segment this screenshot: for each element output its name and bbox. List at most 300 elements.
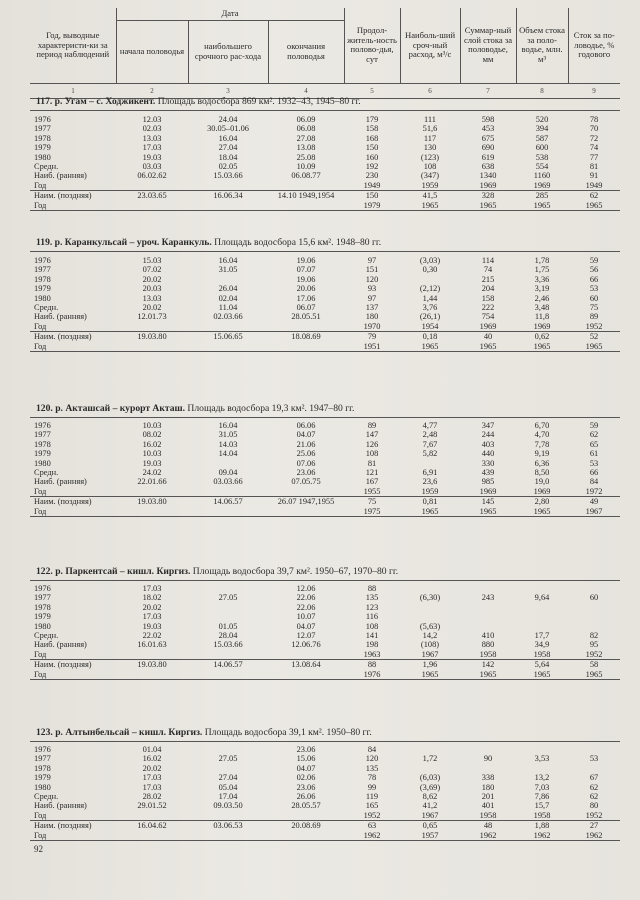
table-cell: 1965 bbox=[460, 670, 516, 680]
table-cell: 53 bbox=[589, 754, 599, 764]
table-cell: 538 bbox=[535, 152, 549, 162]
table-cell: 1965 bbox=[460, 507, 516, 517]
table-cell: 88 bbox=[367, 584, 377, 593]
station-title bbox=[36, 403, 354, 414]
table-cell: 554 bbox=[535, 162, 549, 172]
table-cell: 142 bbox=[481, 660, 495, 670]
table-cell bbox=[188, 584, 268, 593]
table-cell bbox=[188, 275, 268, 284]
table-row bbox=[30, 821, 620, 831]
table-cell: 17.03 bbox=[142, 612, 162, 622]
table-cell: 19.03.80 bbox=[137, 660, 167, 670]
table-cell: 06.02.62 bbox=[137, 171, 167, 181]
table-cell: 880 bbox=[481, 640, 495, 650]
table-cell: 81 bbox=[367, 458, 377, 468]
header-flood-start: начала половодья bbox=[116, 20, 188, 83]
table-cell: 67 bbox=[589, 773, 599, 783]
table-cell: 20.06 bbox=[296, 284, 316, 294]
table-cell: 02.06 bbox=[296, 773, 316, 783]
table-cell: 17.03 bbox=[142, 773, 162, 783]
row-label: Средн. bbox=[34, 303, 59, 313]
table-cell: 3,53 bbox=[534, 754, 550, 764]
table-cell bbox=[568, 745, 620, 754]
table-cell: 02.05 bbox=[218, 162, 238, 172]
table-cell: 89 bbox=[367, 421, 377, 430]
table-cell: 70 bbox=[589, 124, 599, 134]
table-cell bbox=[116, 831, 188, 841]
table-row bbox=[30, 449, 620, 458]
table-cell: 1,78 bbox=[534, 256, 550, 265]
table-cell: 30.05–01.06 bbox=[207, 124, 249, 134]
table-row bbox=[30, 764, 620, 773]
table-cell: 675 bbox=[481, 133, 495, 143]
table-cell: 1965 bbox=[516, 201, 568, 211]
table-row bbox=[30, 181, 620, 191]
table-cell: 1958 bbox=[516, 811, 568, 821]
table-cell bbox=[116, 507, 188, 517]
row-label: Наиб. (ранняя) bbox=[34, 477, 87, 487]
table-cell: 120 bbox=[365, 754, 379, 764]
table-cell: 13.03 bbox=[142, 293, 162, 303]
table-cell: 27.05 bbox=[218, 593, 238, 603]
table-cell: 180 bbox=[365, 312, 379, 322]
table-cell: 347 bbox=[481, 421, 495, 430]
table-cell: 145 bbox=[481, 497, 495, 507]
table-cell: 16.04 bbox=[218, 133, 238, 143]
table-cell: 78 bbox=[367, 773, 377, 783]
table-cell: 07.06 bbox=[296, 458, 316, 468]
table-cell: 14.04 bbox=[218, 449, 238, 459]
row-label: Наим. (поздняя) bbox=[34, 660, 92, 670]
table-row bbox=[30, 440, 620, 449]
table-cell: 15.06 bbox=[296, 754, 316, 764]
table-cell: 1965 bbox=[460, 342, 516, 352]
table-cell: 1969 bbox=[516, 181, 568, 191]
table-cell: 16.06.34 bbox=[213, 191, 243, 201]
table-cell: 23.03.65 bbox=[137, 191, 167, 201]
table-cell: 22.06 bbox=[296, 593, 316, 603]
table-cell: 1969 bbox=[516, 487, 568, 497]
table-cell: 4,77 bbox=[422, 421, 438, 430]
table-cell: 07.05.75 bbox=[291, 477, 321, 487]
table-row bbox=[30, 670, 620, 680]
table-cell: 150 bbox=[365, 143, 379, 153]
station-table bbox=[30, 745, 620, 841]
station-title bbox=[36, 566, 398, 577]
table-cell: 19,0 bbox=[534, 477, 550, 487]
table-cell: 121 bbox=[365, 468, 379, 478]
table-cell: 19.03 bbox=[142, 621, 162, 631]
row-label: 1978 bbox=[34, 602, 51, 612]
table-row bbox=[30, 792, 620, 801]
table-row bbox=[30, 612, 620, 621]
table-cell: 0,62 bbox=[534, 332, 550, 342]
table-cell bbox=[268, 670, 344, 680]
row-label: Наим. (поздняя) bbox=[34, 497, 92, 507]
table-cell: 453 bbox=[481, 124, 495, 134]
table-cell bbox=[460, 612, 516, 621]
table-cell: 1958 bbox=[516, 650, 568, 660]
table-cell bbox=[460, 764, 516, 773]
table-cell: (2,12) bbox=[419, 284, 441, 294]
table-cell: 17,7 bbox=[534, 631, 550, 641]
table-cell: 62 bbox=[589, 792, 599, 802]
table-cell: 16.01.63 bbox=[137, 640, 167, 650]
table-cell: 62 bbox=[589, 430, 599, 440]
table-cell: 17.04 bbox=[218, 792, 238, 802]
table-row bbox=[30, 312, 620, 321]
row-label: 1980 bbox=[34, 458, 51, 468]
table-row bbox=[30, 660, 620, 670]
table-cell: 25.06 bbox=[296, 449, 316, 459]
table-cell bbox=[400, 459, 460, 468]
table-cell bbox=[188, 612, 268, 621]
table-cell bbox=[400, 603, 460, 612]
table-row bbox=[30, 153, 620, 162]
table-cell: 14,2 bbox=[422, 631, 438, 641]
table-row bbox=[30, 801, 620, 810]
table-cell: 25.08 bbox=[296, 152, 316, 162]
table-cell bbox=[400, 745, 460, 754]
row-label: 1978 bbox=[34, 274, 51, 284]
table-cell bbox=[516, 612, 568, 621]
table-cell: 62 bbox=[589, 191, 599, 201]
table-cell bbox=[116, 181, 188, 191]
table-row bbox=[30, 115, 620, 124]
table-cell: 26.07 1947,1955 bbox=[277, 497, 335, 507]
table-cell: 1962 bbox=[460, 831, 516, 841]
table-cell: 27.05 bbox=[218, 754, 238, 764]
station-title bbox=[36, 96, 361, 107]
table-cell: 1965 bbox=[400, 201, 460, 211]
row-label: 1977 bbox=[34, 265, 51, 275]
table-cell bbox=[116, 342, 188, 352]
table-cell bbox=[568, 603, 620, 612]
table-cell: 21.06 bbox=[296, 439, 316, 449]
station-table bbox=[30, 421, 620, 517]
table-cell: 18.08.69 bbox=[291, 332, 321, 342]
table-cell bbox=[116, 322, 188, 332]
table-cell: 168 bbox=[365, 133, 379, 143]
column-number: 6 bbox=[400, 83, 460, 98]
row-label: Год bbox=[30, 201, 116, 211]
row-label: Средн. bbox=[34, 468, 59, 478]
table-cell: 06.09 bbox=[296, 115, 316, 124]
header-max-discharge: Наиболь-ший сроч-ный расход, м³/с bbox=[400, 8, 460, 83]
table-cell: 10.09 bbox=[296, 162, 316, 172]
table-cell: (123) bbox=[420, 152, 440, 162]
row-label: 1977 bbox=[34, 593, 51, 603]
table-cell: 20.03 bbox=[142, 284, 162, 294]
table-cell: 1969 bbox=[460, 181, 516, 191]
table-cell: 16.02 bbox=[142, 439, 162, 449]
row-label: 1979 bbox=[34, 143, 51, 153]
row-label: 1979 bbox=[34, 284, 51, 294]
table-cell: 95 bbox=[589, 640, 599, 650]
table-cell: 167 bbox=[365, 477, 379, 487]
table-cell bbox=[460, 745, 516, 754]
table-cell: 1,72 bbox=[422, 754, 438, 764]
table-cell: 1965 bbox=[568, 201, 620, 211]
column-number: 4 bbox=[268, 83, 344, 98]
table-cell: 16.04 bbox=[218, 421, 238, 430]
table-cell: 9,64 bbox=[534, 593, 550, 603]
table-row bbox=[30, 143, 620, 152]
table-cell: 147 bbox=[365, 430, 379, 440]
table-row bbox=[30, 468, 620, 477]
header-date-group: Дата bbox=[116, 8, 344, 20]
table-cell: 15,7 bbox=[534, 801, 550, 811]
table-cell: 13,2 bbox=[534, 773, 550, 783]
table-cell: 16.04.62 bbox=[137, 821, 167, 831]
table-cell bbox=[516, 745, 568, 754]
table-cell: 1160 bbox=[533, 171, 551, 181]
table-cell: 1967 bbox=[568, 507, 620, 517]
table-row bbox=[30, 171, 620, 180]
table-row bbox=[30, 593, 620, 602]
table-cell: 1,88 bbox=[534, 821, 550, 831]
table-cell: 05.04 bbox=[218, 782, 238, 792]
row-label: 1980 bbox=[34, 152, 51, 162]
row-label: 1980 bbox=[34, 293, 51, 303]
table-cell: 93 bbox=[367, 284, 377, 294]
table-cell: 198 bbox=[365, 640, 379, 650]
table-cell: (6,03) bbox=[419, 773, 441, 783]
table-cell: 01.04 bbox=[142, 745, 162, 754]
table-cell: 16.04 bbox=[218, 256, 238, 265]
table-cell: 75 bbox=[589, 303, 599, 313]
table-cell: 222 bbox=[481, 303, 495, 313]
table-cell: 63 bbox=[367, 821, 377, 831]
row-label: Наиб. (ранняя) bbox=[34, 171, 87, 181]
table-cell: 17.03 bbox=[142, 584, 162, 593]
table-cell bbox=[516, 622, 568, 631]
table-cell: 23.06 bbox=[296, 745, 316, 754]
table-cell: 243 bbox=[481, 593, 495, 603]
table-cell: 3,36 bbox=[534, 274, 550, 284]
table-cell: 0,18 bbox=[422, 332, 438, 342]
table-cell: 985 bbox=[481, 477, 495, 487]
row-label: 1980 bbox=[34, 782, 51, 792]
table-cell: 1954 bbox=[400, 322, 460, 332]
table-cell: 49 bbox=[589, 497, 599, 507]
table-cell: 31.05 bbox=[218, 265, 238, 275]
table-cell bbox=[460, 603, 516, 612]
table-cell: 160 bbox=[365, 152, 379, 162]
table-cell: 1972 bbox=[568, 487, 620, 497]
table-cell: 111 bbox=[424, 115, 436, 124]
row-label: 1980 bbox=[34, 621, 51, 631]
row-label: Год bbox=[30, 342, 116, 352]
row-label: Наим. (поздняя) bbox=[34, 332, 92, 342]
table-cell: 619 bbox=[481, 152, 495, 162]
row-label: 1976 bbox=[34, 584, 51, 593]
table-row bbox=[30, 507, 620, 517]
table-header bbox=[30, 8, 620, 99]
table-cell: 28.05.51 bbox=[291, 312, 321, 322]
table-cell: 04.07 bbox=[296, 621, 316, 631]
table-cell: 3,19 bbox=[534, 284, 550, 294]
table-row bbox=[30, 134, 620, 143]
table-row bbox=[30, 640, 620, 649]
row-label: Наиб. (ранняя) bbox=[34, 640, 87, 650]
table-cell: 120 bbox=[365, 274, 379, 284]
table-row bbox=[30, 584, 620, 593]
table-cell bbox=[268, 487, 344, 497]
table-cell: 1969 bbox=[516, 322, 568, 332]
table-cell: 192 bbox=[365, 162, 379, 172]
header-year-characteristics: Год, выводные характеристи-ки за период наблюдений bbox=[30, 8, 116, 83]
table-cell: 17.06 bbox=[296, 293, 316, 303]
table-cell bbox=[400, 584, 460, 593]
table-cell: 28.04 bbox=[218, 631, 238, 641]
table-cell: 22.01.66 bbox=[137, 477, 167, 487]
table-cell: 12.07 bbox=[296, 631, 316, 641]
table-cell: 09.03.50 bbox=[213, 801, 243, 811]
table-cell: 34,9 bbox=[534, 640, 550, 650]
table-row bbox=[30, 650, 620, 660]
table-cell bbox=[268, 342, 344, 352]
station-name: 123. р. Алтынбельсай – кишл. Киргиз. bbox=[36, 727, 203, 738]
table-cell: 20.02 bbox=[142, 274, 162, 284]
table-cell: 330 bbox=[481, 458, 495, 468]
table-cell: 201 bbox=[481, 792, 495, 802]
table-cell: 18.02 bbox=[142, 593, 162, 603]
table-cell: (3,69) bbox=[419, 782, 441, 792]
table-cell: 10.03 bbox=[142, 449, 162, 459]
table-cell bbox=[188, 603, 268, 612]
table-cell: 108 bbox=[365, 621, 379, 631]
table-cell: 1962 bbox=[516, 831, 568, 841]
row-label: 1976 bbox=[34, 256, 51, 265]
table-cell bbox=[568, 764, 620, 773]
table-cell: 1952 bbox=[568, 650, 620, 660]
table-cell: 328 bbox=[481, 191, 495, 201]
station-info: Площадь водосбора 39,7 км². 1950–67, 1970–80 гг. bbox=[190, 566, 399, 577]
table-cell: 6,36 bbox=[534, 458, 550, 468]
table-cell: 141 bbox=[365, 631, 379, 641]
table-cell: 179 bbox=[365, 115, 379, 124]
table-cell: 7,03 bbox=[534, 782, 550, 792]
table-cell: 77 bbox=[589, 152, 599, 162]
table-cell: 638 bbox=[481, 162, 495, 172]
table-cell: 65 bbox=[589, 439, 599, 449]
table-cell: 754 bbox=[481, 312, 495, 322]
table-cell bbox=[116, 670, 188, 680]
table-cell bbox=[268, 831, 344, 841]
table-cell: 1958 bbox=[460, 650, 516, 660]
table-cell: 28.02 bbox=[142, 792, 162, 802]
table-cell: 0,81 bbox=[422, 497, 438, 507]
row-label: Наим. (поздняя) bbox=[34, 191, 92, 201]
column-number: 8 bbox=[516, 83, 568, 98]
table-cell bbox=[400, 612, 460, 621]
table-cell: 53 bbox=[589, 458, 599, 468]
page-number: 92 bbox=[34, 844, 43, 854]
column-number: 1 bbox=[30, 83, 116, 98]
table-cell: 13.08 bbox=[296, 143, 316, 153]
table-cell: (108) bbox=[420, 640, 440, 650]
station-name: 119. р. Каранкульсай – уроч. Каранкуль. bbox=[36, 237, 212, 248]
table-cell bbox=[188, 181, 268, 191]
table-row bbox=[30, 303, 620, 312]
table-cell: 23.06 bbox=[296, 782, 316, 792]
row-label: Год bbox=[30, 650, 116, 660]
table-row bbox=[30, 603, 620, 612]
table-cell: 19.06 bbox=[296, 274, 316, 284]
table-row bbox=[30, 201, 620, 211]
table-cell: 8,62 bbox=[422, 792, 438, 802]
table-cell: 1959 bbox=[400, 487, 460, 497]
column-number: 2 bbox=[116, 83, 188, 98]
table-cell: 04.07 bbox=[296, 763, 316, 773]
table-cell: 1979 bbox=[344, 201, 400, 211]
table-cell: 19.03 bbox=[142, 458, 162, 468]
table-cell: 3,76 bbox=[422, 303, 438, 313]
table-cell: 72 bbox=[589, 133, 599, 143]
table-cell: 690 bbox=[481, 143, 495, 153]
table-cell: 598 bbox=[481, 115, 495, 124]
station-title bbox=[36, 727, 372, 738]
table-cell bbox=[188, 487, 268, 497]
table-cell: 59 bbox=[589, 421, 599, 430]
table-cell: 24.02 bbox=[142, 468, 162, 478]
table-cell: 41,5 bbox=[422, 191, 438, 201]
station-table bbox=[30, 115, 620, 211]
table-cell: 1952 bbox=[344, 811, 400, 821]
row-label: Средн. bbox=[34, 631, 59, 641]
table-cell: 20.02 bbox=[142, 602, 162, 612]
table-cell: 4,70 bbox=[534, 430, 550, 440]
table-cell bbox=[188, 811, 268, 821]
table-cell: 1965 bbox=[460, 201, 516, 211]
table-cell: (6,30) bbox=[419, 593, 441, 603]
table-cell: 7,78 bbox=[534, 439, 550, 449]
table-cell: 12.06 bbox=[296, 584, 316, 593]
row-label: 1976 bbox=[34, 115, 51, 124]
table-cell: 99 bbox=[367, 782, 377, 792]
section-divider bbox=[30, 417, 620, 418]
column-number: 9 bbox=[568, 83, 620, 98]
table-cell: 66 bbox=[589, 274, 599, 284]
table-cell: 23.06 bbox=[296, 468, 316, 478]
station-info: Площадь водосбора 869 км². 1932–43, 1945–80 гг. bbox=[155, 96, 361, 107]
row-label: Наиб. (ранняя) bbox=[34, 312, 87, 322]
table-cell bbox=[460, 622, 516, 631]
table-cell: 2,48 bbox=[422, 430, 438, 440]
table-cell: 14.06.57 bbox=[213, 660, 243, 670]
table-cell: 150 bbox=[365, 191, 379, 201]
table-cell: 9,19 bbox=[534, 449, 550, 459]
table-cell bbox=[568, 622, 620, 631]
row-label: Год bbox=[30, 487, 116, 497]
table-cell: 17.03 bbox=[142, 782, 162, 792]
table-cell: 114 bbox=[481, 256, 495, 265]
section-divider bbox=[30, 580, 620, 581]
table-cell: 135 bbox=[365, 593, 379, 603]
row-label: 1976 bbox=[34, 421, 51, 430]
row-label: Год bbox=[30, 811, 116, 821]
table-cell: 04.07 bbox=[296, 430, 316, 440]
table-cell bbox=[516, 603, 568, 612]
station-name: 120. р. Акташсай – курорт Акташ. bbox=[36, 403, 186, 414]
table-cell: 15.03.66 bbox=[213, 640, 243, 650]
table-cell: 15.06.65 bbox=[213, 332, 243, 342]
table-cell: 285 bbox=[535, 191, 549, 201]
table-cell: 1975 bbox=[344, 507, 400, 517]
table-row bbox=[30, 754, 620, 763]
table-cell: 180 bbox=[481, 782, 495, 792]
